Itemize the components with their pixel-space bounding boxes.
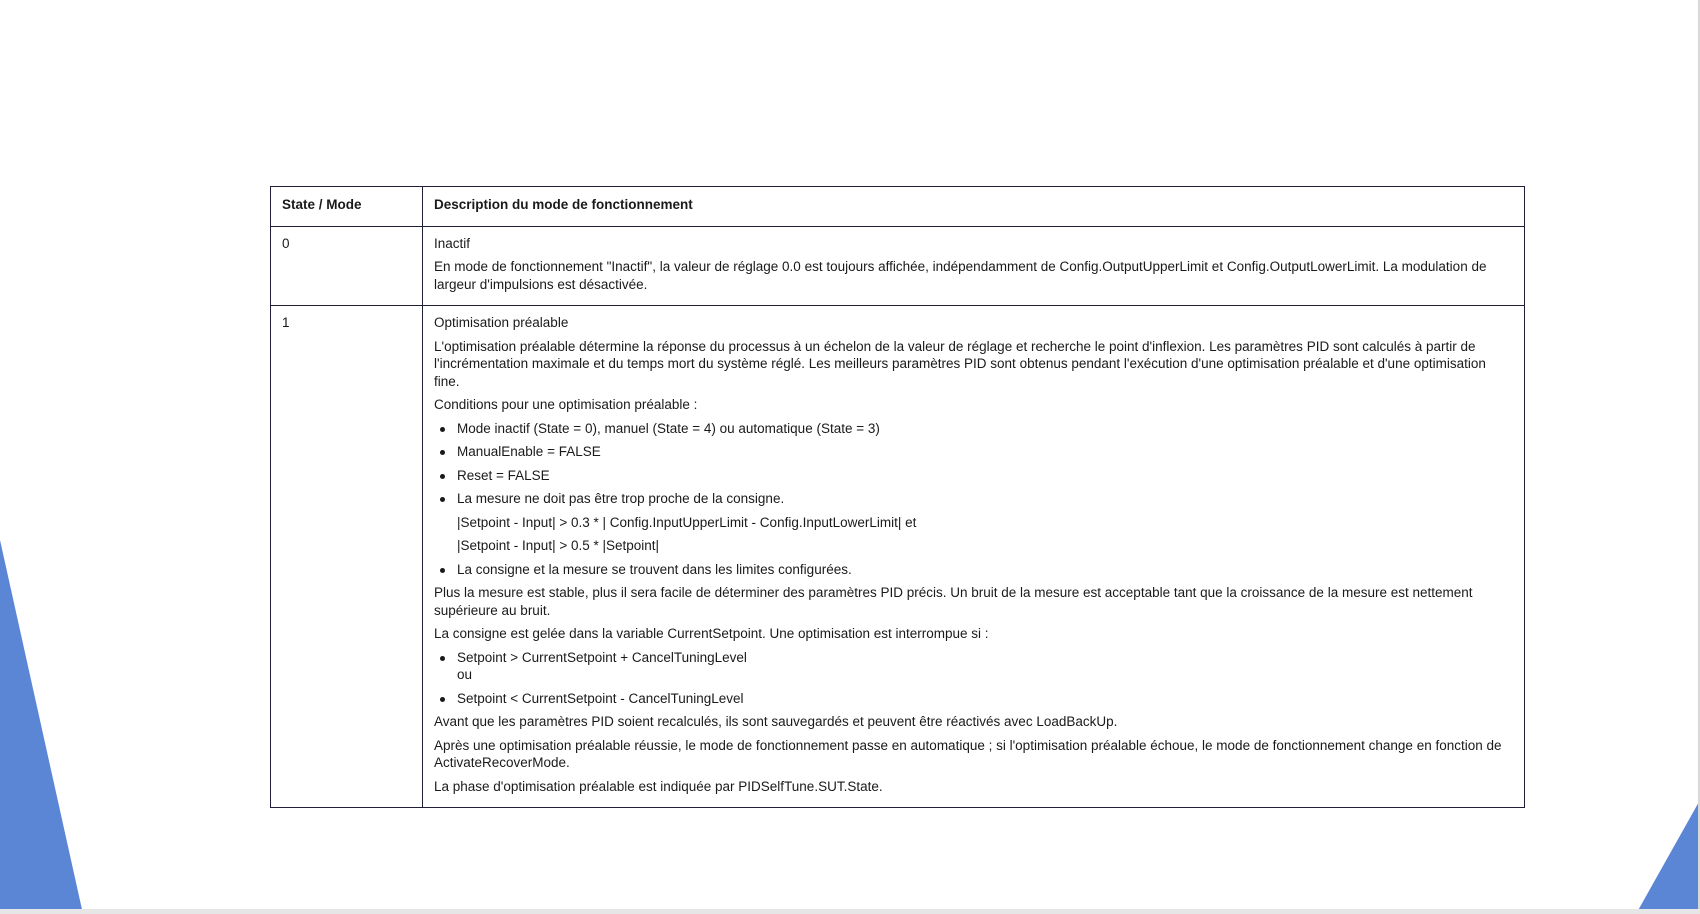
bottom-edge-line (0, 909, 1700, 914)
state-value: 0 (271, 226, 423, 306)
freeze-note: La consigne est gelée dans la variable CurrentSetpoint. Une optimisation est interrompue si : (434, 626, 989, 641)
state-column-header: State / Mode (271, 187, 423, 227)
mode-description (423, 226, 1525, 306)
mode-title: Optimisation préalable (434, 315, 569, 330)
list-item: La mesure ne doit pas être trop proche de la consigne. (434, 490, 1514, 508)
or-label: ou (457, 667, 473, 682)
formula-line: |Setpoint - Input| > 0.5 * |Setpoint| (457, 538, 660, 553)
list-item: La consigne et la mesure se trouvent dans les limites configurées. (434, 561, 1514, 579)
cancel-conditions-list (434, 649, 1514, 708)
cancel-condition: Setpoint > CurrentSetpoint + CancelTuningLevel (457, 649, 747, 665)
list-item: Setpoint < CurrentSetpoint - CancelTuningLevel (434, 690, 1514, 708)
mode-title: Inactif (434, 235, 471, 251)
mode-description (423, 306, 1525, 808)
state-value: 1 (271, 306, 423, 808)
list-item (434, 649, 1514, 684)
description-paragraph: En mode de fonctionnement "Inactif", la valeur de réglage 0.0 est toujours affichée, indépendamment de Config.OutputUpperLimit et Config.OutputLowerLimit. La modulation de largeur d'impulsions est désactivée. (434, 259, 1487, 292)
list-item: ManualEnable = FALSE (434, 443, 1514, 461)
after-note: Après une optimisation préalable réussie, le mode de fonctionnement passe en automatique ; si l'optimisation préalable échoue, le mode de fonctionnement change en fonction de ActivateRecoverMode. (434, 737, 1502, 770)
stability-note: Plus la mesure est stable, plus il sera facile de déterminer des paramètres PID précis. Un bruit de la mesure est acceptable tant que la croissance de la mesure est nettement supérieure au bruit. (434, 585, 1473, 618)
phase-note: La phase d'optimisation préalable est indiquée par PIDSelfTune.SUT.State. (434, 778, 883, 794)
table-row (271, 306, 1525, 808)
list-item: Mode inactif (State = 0), manuel (State = 4) ou automatique (State = 3) (434, 420, 1514, 438)
left-decorative-triangle (0, 540, 90, 914)
table-row (271, 226, 1525, 306)
conditions-heading: Conditions pour une optimisation préalable : (434, 397, 698, 412)
intro-paragraph: L'optimisation préalable détermine la réponse du processus à un échelon de la valeur de réglage et recherche le point d'inflexion. Les paramètres PID sont calculés à partir de l'incrémentation maximale et du temps mort du système réglé. Les meilleurs paramètres PID sont obtenus pendant l'exécution d'une optimisation préalable et d'une optimisation fine. (434, 338, 1486, 389)
state-mode-table (270, 186, 1525, 808)
right-decorative-triangle (1636, 800, 1700, 914)
description-column-header: Description du mode de fonctionnement (423, 187, 1525, 227)
backup-note: Avant que les paramètres PID soient recalculés, ils sont sauvegardés et peuvent être réactivés avec LoadBackUp. (434, 714, 1118, 729)
table-header-row (271, 187, 1525, 227)
conditions-list (434, 420, 1514, 579)
formula-line: |Setpoint - Input| > 0.3 * | Config.InputUpperLimit - Config.InputLowerLimit| et (457, 514, 917, 530)
list-item: Reset = FALSE (434, 467, 1514, 485)
